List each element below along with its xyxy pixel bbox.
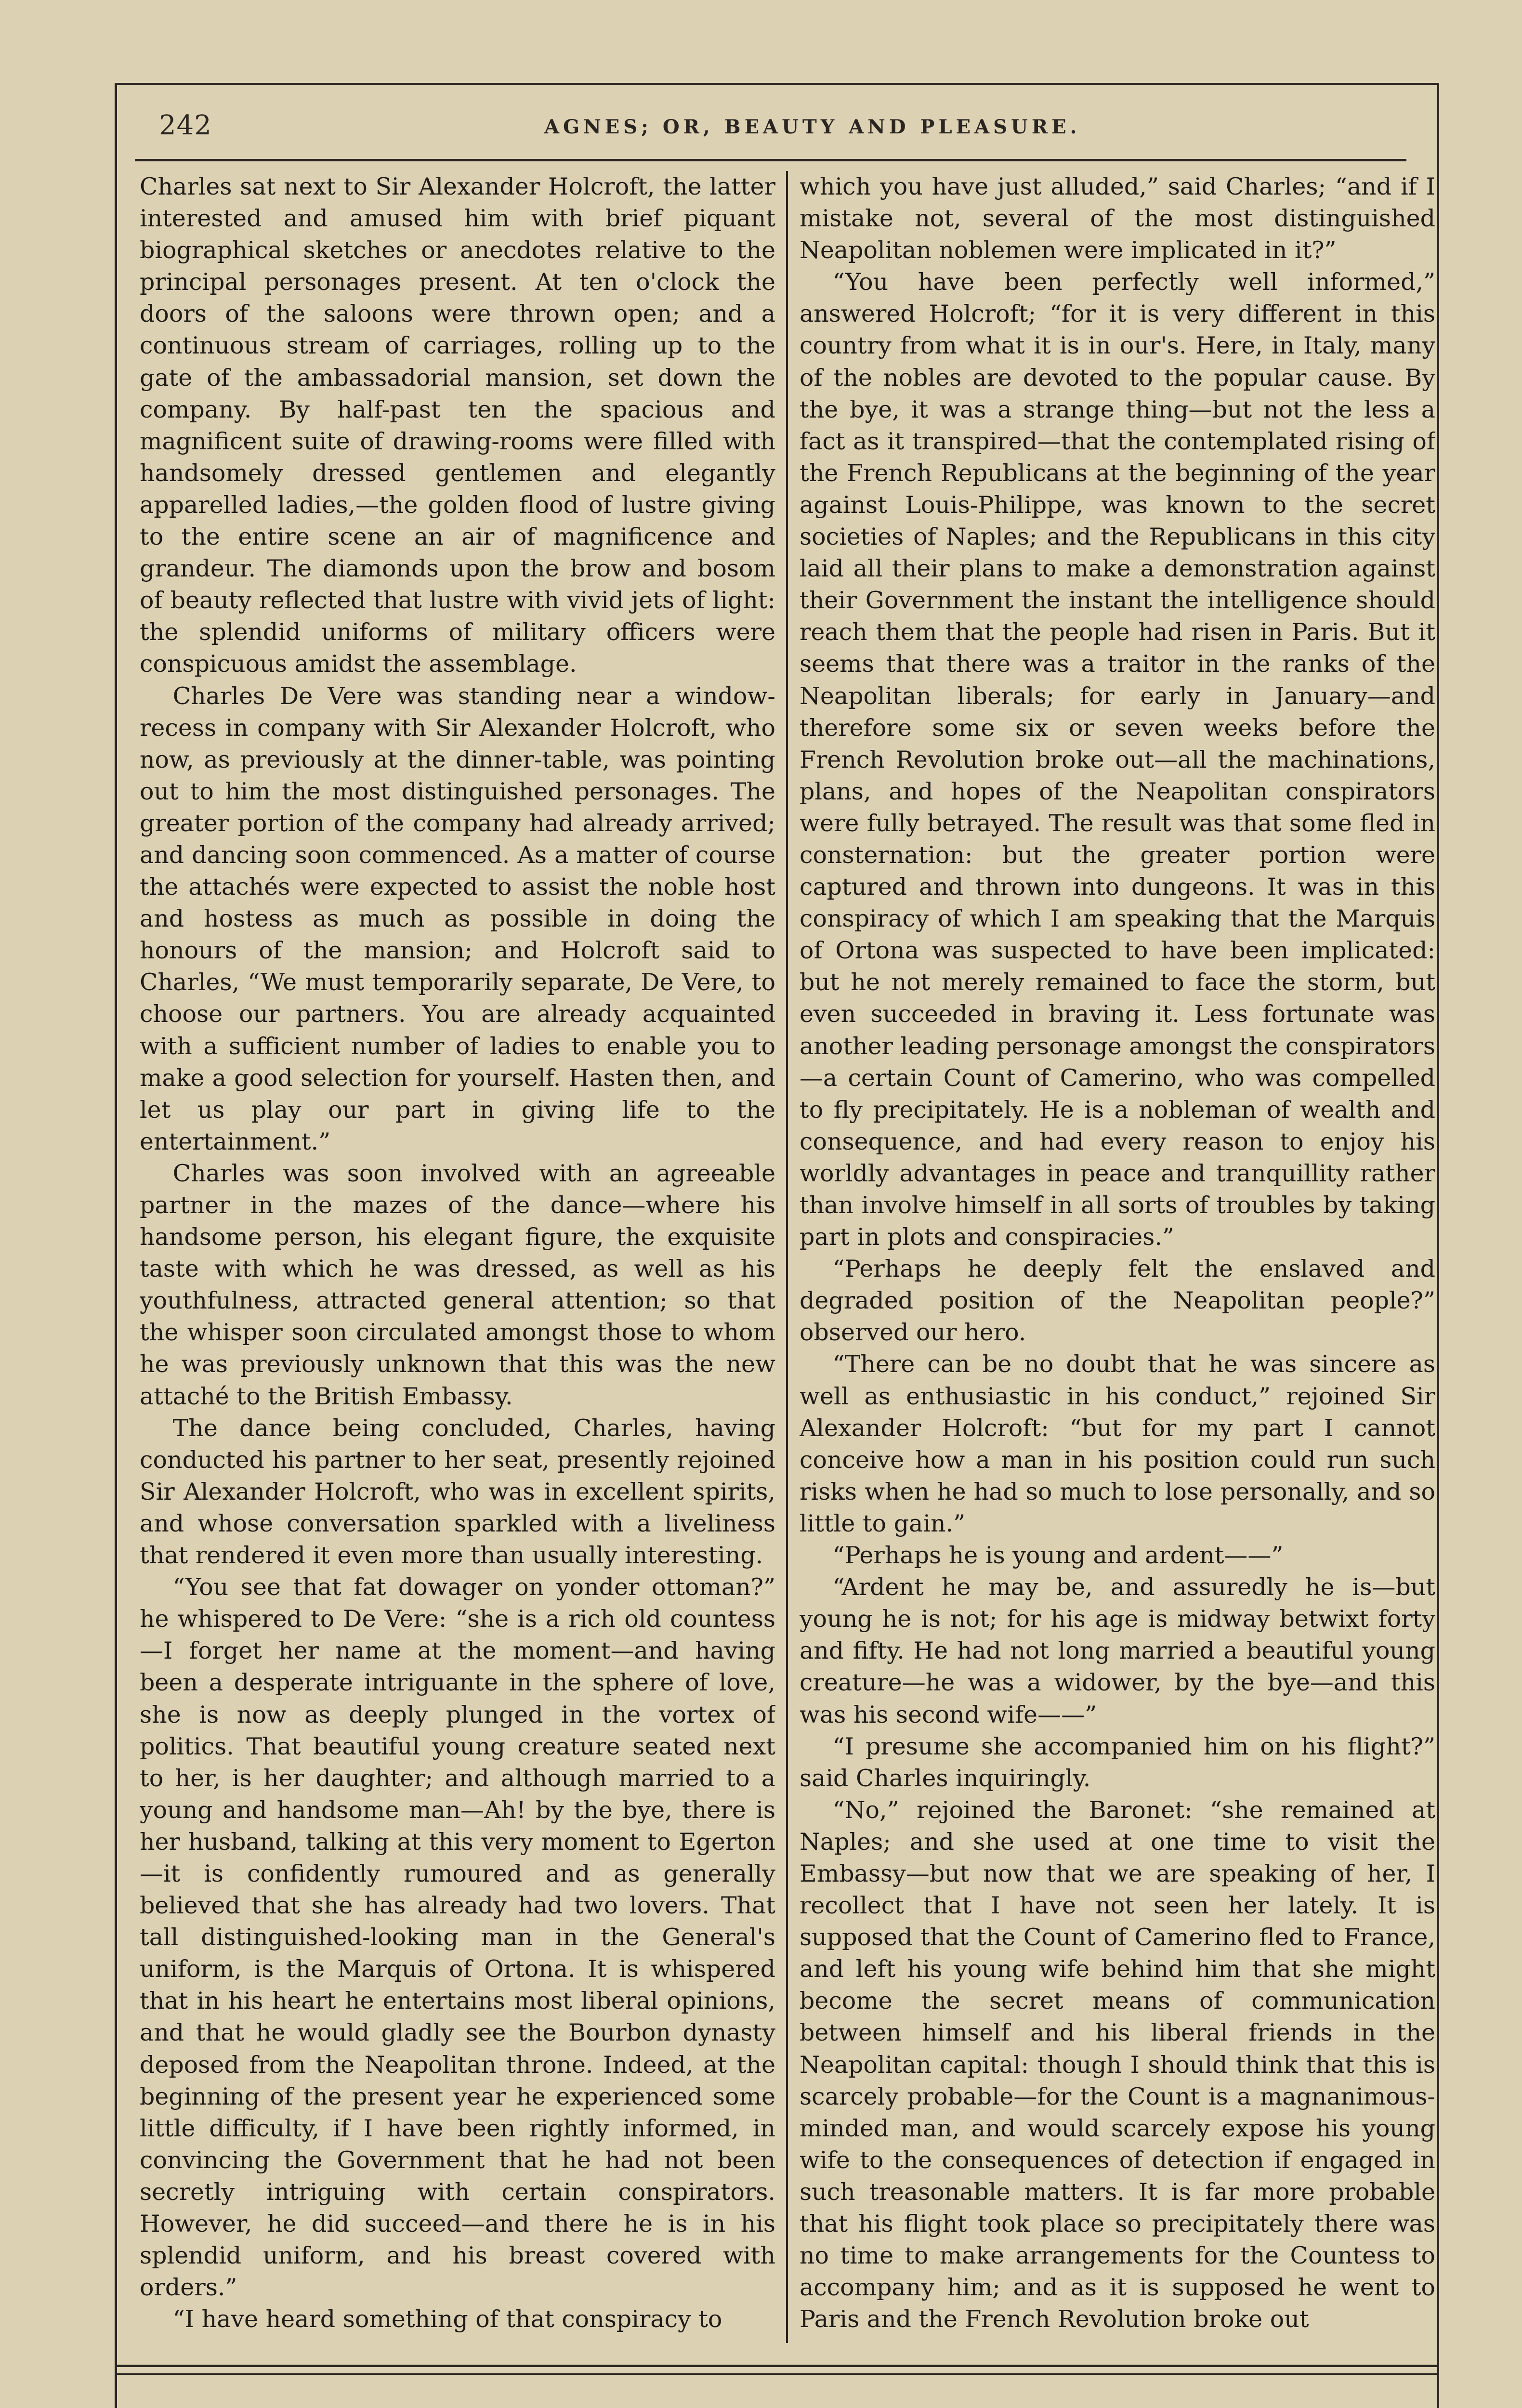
footer-rule <box>115 2365 1438 2367</box>
running-title: AGNES; OR, BEAUTY AND PLEASURE. <box>544 116 1081 138</box>
footer-rule-inner <box>115 2373 1438 2375</box>
paragraph: Charles sat next to Sir Alexander Holcroft, the latter interested and amused him with brief piquant biographical sketches or anecdotes relative to the principal personages present. At ten o'clock the doors of the saloons were thrown open; and a continuous stream of carriages, rolling up to the gate of the ambassadorial mansion, set down the company. By half-past ten the spacious and magnificent suite of drawing-rooms were filled with handsomely dressed gentlemen and elegantly apparelled ladies,—the golden flood of lustre giving to the entire scene an air of magnificence and grandeur. The diamonds upon the brow and bosom of beauty reflected that lustre with vivid jets of light: the splendid uniforms of military officers were conspicuous amidst the assemblage. <box>140 173 775 678</box>
header-rule <box>135 159 1406 161</box>
paragraph: Charles was soon involved with an agreeable partner in the mazes of the dance—where his handsome person, his elegant figure, the exquisite taste with which he was dressed, as well as his youthfulness, attracted general attention; so that the whisper soon circulated amongst those to whom he was previously unknown that this was the new attaché to the British Embassy. <box>140 1159 775 1410</box>
paragraph: which you have just alluded,” said Charles; “and if I mistake not, several of the most distinguished Neapolitan noblemen were implicated in it?” <box>800 173 1435 264</box>
paragraph: “Perhaps he deeply felt the enslaved and degraded position of the Neapolitan people?” observed our hero. <box>800 1255 1435 1347</box>
paragraph: The dance being concluded, Charles, having conducted his partner to her seat, presently rejoined Sir Alexander Holcroft, who was in excellent spirits, and whose conversation sparkled with a liveliness that rendered it even more than usually interesting. <box>140 1414 775 1570</box>
left-column <box>140 171 775 2353</box>
column-divider <box>786 171 788 2343</box>
paragraph: “I have heard something of that conspiracy to <box>172 2305 722 2333</box>
paragraph: “Ardent he may be, and assuredly he is—but young he is not; for his age is midway betwixt forty and fifty. He had not long married a beautiful young creature—he was a widower, by the bye—and this was his second wife——” <box>800 1573 1435 1728</box>
paragraph: “I presume she accompanied him on his flight?” said Charles inquiringly. <box>800 1732 1435 1792</box>
page-number: 242 <box>159 110 212 141</box>
paragraph: “You see that fat dowager on yonder ottoman?” he whispered to De Vere: “she is a rich old countess—I forget her name at the moment—and having been a desperate intriguante in the sphere of love, she is now as deeply plunged in the vortex of politics. That beautiful young creature seated next to her, is her daughter; and although married to a young and handsome man—Ah! by the bye, there is her husband, talking at this very moment to Egerton—it is confidently rumoured and as generally believed that she has already had two lovers. That tall distinguished-looking man in the General's uniform, is the Marquis of Ortona. It is whispered that in his heart he entertains most liberal opinions, and that he would gladly see the Bourbon dynasty deposed from the Neapolitan throne. Indeed, at the beginning of the present year he experienced some little difficulty, if I have been rightly informed, in convincing the Government that he had not been secretly intriguing with certain conspirators. However, he did succeed—and there he is in his splendid uniform, and his breast covered with orders.” <box>140 1573 775 2302</box>
paragraph: “Perhaps he is young and ardent——” <box>832 1542 1284 1570</box>
paragraph: “You have been perfectly well informed,” answered Holcroft; “for it is very different in this country from what it is in our's. Here, in Italy, many of the nobles are devoted to the popular cause. By the bye, it was a strange thing—but not the less a fact as it transpired—that the contemplated rising of the French Republicans at the beginning of the year against Louis-Philippe, was known to the secret societies of Naples; and the Republicans in this city laid all their plans to make a demonstration against their Government the instant the intelligence should reach them that the people had risen in Paris. But it seems that there was a traitor in the ranks of the Neapolitan liberals; for early in January—and therefore some six or seven weeks before the French Revolution broke out—all the machinations, plans, and hopes of the Neapolitan conspirators were fully betrayed. The result was that some fled in consternation: but the greater portion were captured and thrown into dungeons. It was in this conspiracy of which I am speaking that the Marquis of Ortona was suspected to have been implicated: but he not merely remained to face the storm, but even succeeded in braving it. Less fortunate was another leading personage amongst the conspirators—a certain Count of Camerino, who was compelled to fly precipitately. He is a nobleman of wealth and consequence, and had every reason to enjoy his worldly advantages in peace and tranquillity rather than involve himself in all sorts of troubles by taking part in plots and conspiracies.” <box>800 268 1435 1251</box>
paragraph: “No,” rejoined the Baronet: “she remained at Naples; and she used at one time to visit the Embassy—but now that we are speaking of her, I recollect that I have not seen her lately. It is supposed that the Count of Camerino fled to France, and left his young wife behind him that she might become the secret means of communication between himself and his liberal friends in the Neapolitan capital: though I should think that this is scarcely probable—for the Count is a magnanimous-minded man, and would scarcely expose his young wife to the consequences of detection if engaged in such treasonable matters. It is far more probable that his flight took place so precipitately there was no time to make arrangements for the Countess to accompany him; and as it is supposed he went to Paris and the French Revolution broke out <box>800 1796 1435 2333</box>
paragraph: “There can be no doubt that he was sincere as well as enthusiastic in his conduct,” rejoined Sir Alexander Holcroft: “but for my part I cannot conceive how a man in his position could run such risks when he had so much to lose personally, and so little to gain.” <box>800 1350 1435 1537</box>
paragraph: Charles De Vere was standing near a window-recess in company with Sir Alexander Holcroft, who now, as previously at the dinner-table, was pointing out to him the most distinguished personages. The greater portion of the company had already arrived; and dancing soon commenced. As a matter of course the attachés were expected to assist the noble host and hostess as much as possible in doing the honours of the mansion; and Holcroft said to Charles, “We must temporarily separate, De Vere, to choose our partners. You are already acquainted with a sufficient number of ladies to enable you to make a good selection for yourself. Hasten then, and let us play our part in giving life to the entertainment.” <box>140 682 775 1155</box>
right-column <box>800 171 1435 2353</box>
